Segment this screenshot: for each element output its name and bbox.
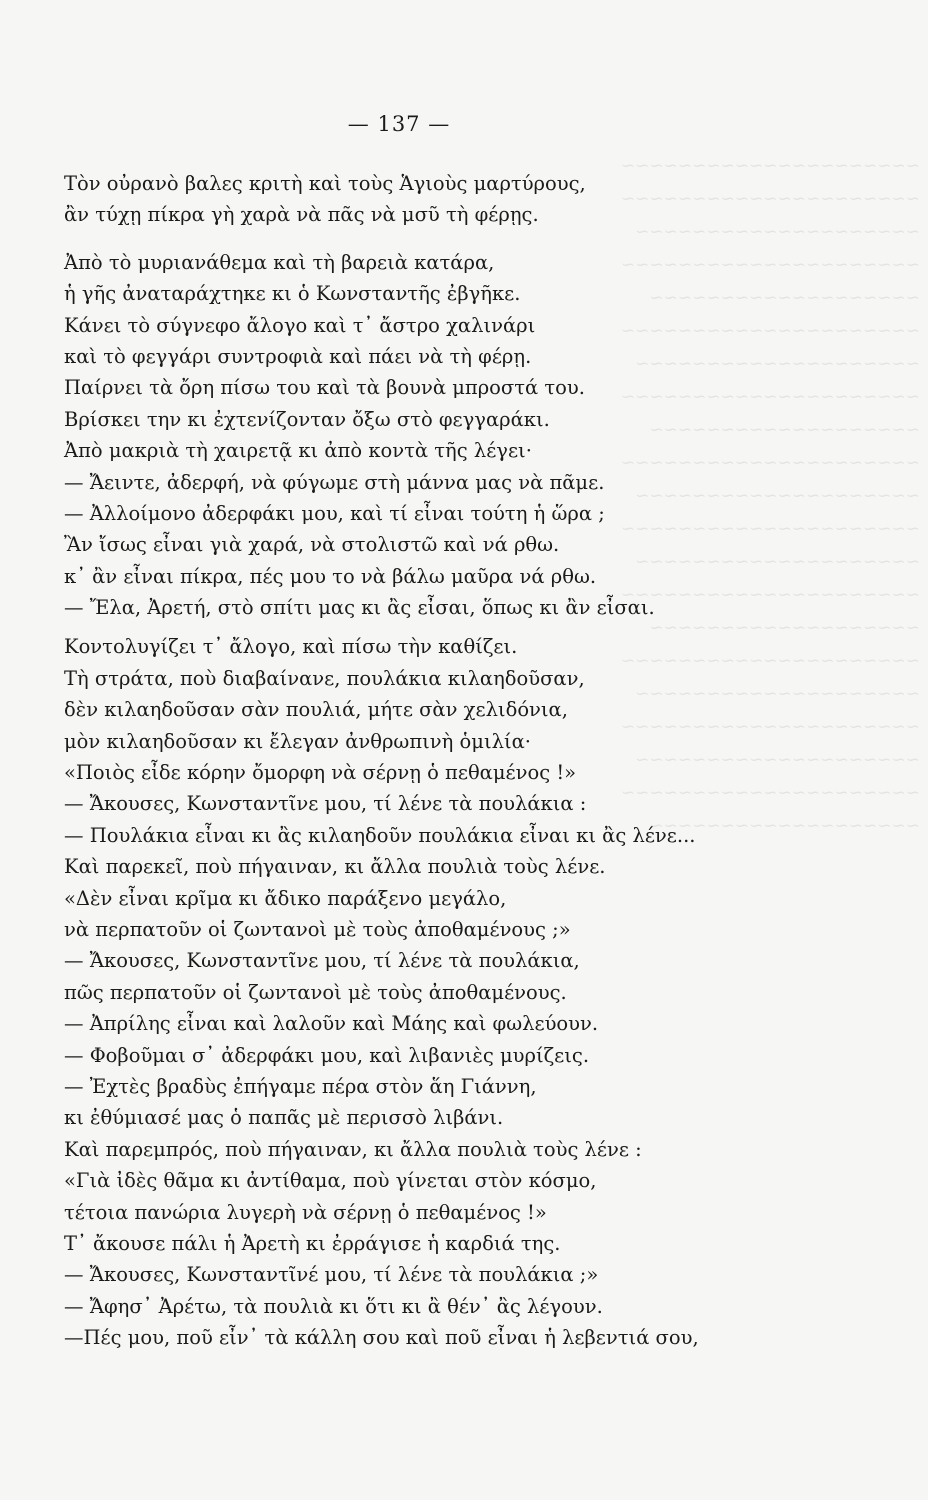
poem-line: Ἀπὸ τὸ μυριανάθεμα καὶ τὴ βαρειὰ κατάρα, <box>64 250 495 274</box>
poem-line: — Ἄκουσες, Κωνσταντῖνέ μου, τί λένε τὰ πουλάκια ;» <box>64 1263 599 1287</box>
poem-line: — Ἄκουσες, Κωνσταντῖνε μου, τί λένε τὰ πουλάκια : <box>64 792 587 816</box>
poem-line: δὲν κιλαηδοῦσαν σὰν πουλιά, μήτε σὰν χελιδόνια, <box>64 698 568 722</box>
poem-line: Τὸν οὐρανὸ βαλες κριτὴ καὶ τοὺς Ἁγιοὺς μαρτύρους, <box>64 172 586 195</box>
page-number: — 137 — <box>347 112 451 136</box>
poem-line: «Ποιὸς εἶδε κόρην ὄμορφη νὰ σέρνῃ ὁ πεθαμένος !» <box>64 761 577 785</box>
poem-line: — Ἄειντε, ἀδερφή, νὰ φύγωμε στὴ μάννα μας νὰ πᾶμε. <box>64 470 605 494</box>
poem-line: Καὶ παρεμπρός, ποὺ πήγαιναν, κι ἄλλα πουλιὰ τοὺς λένε : <box>64 1137 642 1161</box>
poem-line: πῶς περπατοῦν οἱ ζωντανοὶ μὲ τοὺς ἀποθαμένους. <box>64 980 567 1004</box>
poem-line: ἂν τύχῃ πίκρα γὴ χαρὰ νὰ πᾶς νὰ μσῦ τὴ φέρῃς. <box>64 203 539 227</box>
poem-line: — Πουλάκια εἶναι κι ἂς κιλαηδοῦν πουλάκια εἶναι κι ἂς λένε... <box>64 823 696 847</box>
poem-line: — Φοβοῦμαι σ᾽ ἀδερφάκι μου, καὶ λιβανιὲς μυρίζεις. <box>64 1043 590 1067</box>
poem-line: — Ἔλα, Ἀρετή, στὸ σπίτι μας κι ἂς εἶσαι, ὅπως κι ἂν εἶσαι. <box>64 596 655 620</box>
poem-line: Παίρνει τὰ ὄρη πίσω του καὶ τὰ βουνὰ μπροστά του. <box>64 376 585 400</box>
poem-line: — Ἀλλοίμονο ἀδερφάκι μου, καὶ τί εἶναι τούτη ἡ ὥρα ; <box>64 501 605 525</box>
poem-line: Ἂν ἴσως εἶναι γιὰ χαρά, νὰ στολιστῶ καὶ νά ρθω. <box>64 533 560 557</box>
poem-line: Βρίσκει την κι ἐχτενίζονταν ὄξω στὸ φεγγαράκι. <box>64 407 550 431</box>
poem-line: μὸν κιλαηδοῦσαν κι ἔλεγαν ἀνθρωπινὴ ὁμιλία· <box>64 729 531 753</box>
poem-line: Τὴ στράτα, ποὺ διαβαίνανε, πουλάκια κιλαηδοῦσαν, <box>64 666 585 690</box>
poem-line: Ἀπὸ μακριὰ τὴ χαιρετᾷ κι ἀπὸ κοντὰ τῆς λέγει· <box>64 439 532 463</box>
poem-line: καὶ τὸ φεγγάρι συντροφιὰ καὶ πάει νὰ τὴ φέρῃ. <box>64 344 532 368</box>
poem-line: Τ᾽ ἄκουσε πάλι ἡ Ἀρετὴ κι ἐρράγισε ἡ καρδιά της. <box>64 1231 561 1255</box>
poem-line: ἡ γῆς ἀναταράχτηκε κι ὁ Κωνσταντῆς ἐβγῆκε. <box>64 282 521 306</box>
poem-line: Κοντολυγίζει τ᾽ ἄλογο, καὶ πίσω τὴν καθίζει. <box>64 635 518 659</box>
poem-line: Καὶ παρεκεῖ, ποὺ πήγαιναν, κι ἄλλα πουλιὰ τοὺς λένε. <box>64 855 606 879</box>
poem-line: —Πές μου, ποῦ εἶν᾽ τὰ κάλλη σου καὶ ποῦ εἶναι ἡ λεβεντιά σου, <box>64 1326 699 1350</box>
poem-line: τέτοια πανώρια λυγερὴ νὰ σέρνῃ ὁ πεθαμένος !» <box>64 1200 547 1224</box>
poem-line: — Ἄκουσες, Κωνσταντῖνε μου, τί λένε τὰ πουλάκια, <box>64 949 580 973</box>
poem-line: «Δὲν εἶναι κρῖμα κι ἄδικο παράξενο μεγάλο, <box>64 886 507 910</box>
poem-line: κ᾽ ἂν εἶναι πίκρα, πές μου το νὰ βάλω μαῦρα νά ρθω. <box>64 564 597 588</box>
show-through-text: ~~~~~~~~~~~~~~~~~~~~~ ~~~~~~~~~~~~~~~~~~~~~ ~~~~~~~~~~~~~~~~~~~~ ~~~~~~~~~~~~~~~~~~~~~ ~~~~~~~~~~~~~~~~~~~ ~~~~~~~~~~~~~~~~~~~~~ ~~~~~~~~~~~~~~~~~~~~ ~~~~~~~~~~~~~~~~~~~~~ ~~~~~~~~~~~~~~~~~~~ ~~~~~~~~~~~~~~~~~~~~~ ~~~~~~~~~~~~~~~~~~~~ ~~~~~~~~~~~~~~~~~~~~~ ~~~~~~~~~~~~~~~~~~~~ ~~~~~~~~~~~~~~~~~~~~~ ~~~~~~~~~~~~~~~~~~~ ~~~~~~~~~~~~~~~~~~~~~ ~~~~~~~~~~~~~~~~~~~~ ~~~~~~~~~~~~~~~~~~~~~ ~~~~~~~~~~~~~~~~~~~~ ~~~~~~~~~~~~~~~~~~~~~ ~~~~~~~~~~~~~~~~~~~ <box>620 156 920 836</box>
poem-line: Κάνει τὸ σύγνεφο ἄλογο καὶ τ᾽ ἄστρο χαλινάρι <box>64 313 536 337</box>
poem-line: — Ἀπρίλης εἶναι καὶ λαλοῦν καὶ Μάης καὶ φωλεύουν. <box>64 1012 599 1036</box>
poem-line: «Γιὰ ἰδὲς θᾶμα κι ἀντίθαμα, ποὺ γίνεται στὸν κόσμο, <box>64 1169 597 1193</box>
poem-line: — Ἐχτὲς βραδὺς ἐπήγαμε πέρα στὸν ἅη Γιάννη, <box>64 1074 537 1098</box>
poem-text <box>64 168 784 1353</box>
poem-line: νὰ περπατοῦν οἱ ζωντανοὶ μὲ τοὺς ἀποθαμένους ;» <box>64 917 571 941</box>
poem-line: κι ἐθύμιασέ μας ὁ παπᾶς μὲ περισσὸ λιβάνι. <box>64 1106 504 1130</box>
poem-line: — Ἄφησ᾽ Ἀρέτω, τὰ πουλιὰ κι ὅτι κι ἂ θέν᾽ ἂς λέγουν. <box>64 1294 603 1318</box>
